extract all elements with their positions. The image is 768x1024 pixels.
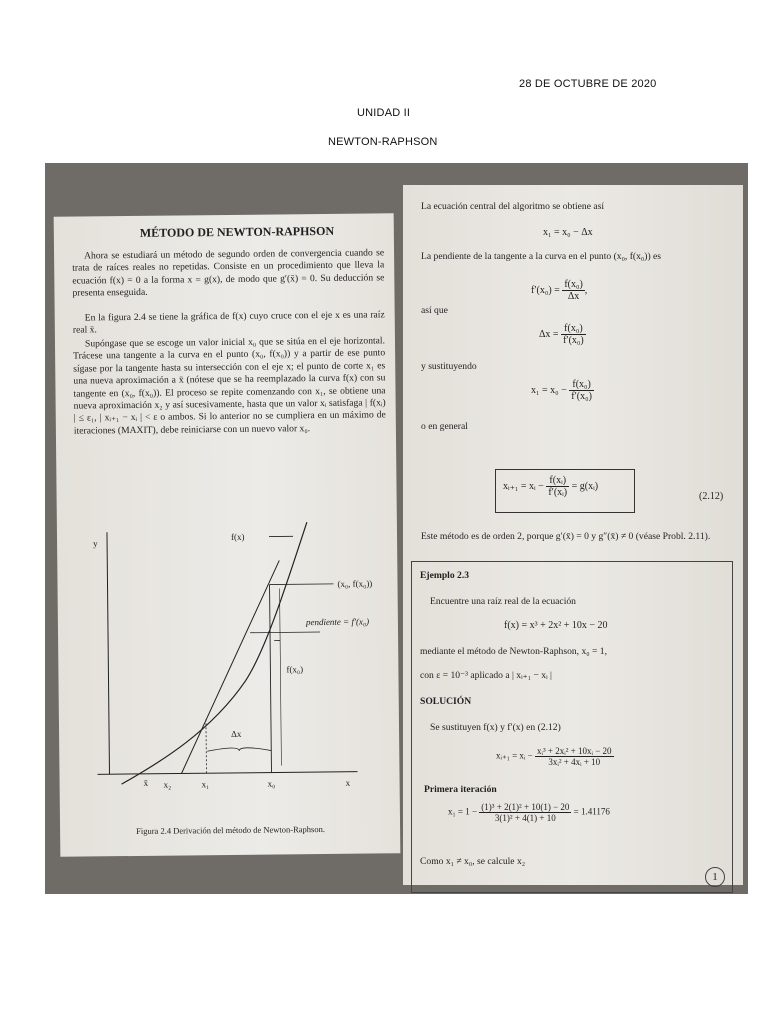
tick-x2: x₂ bbox=[163, 779, 172, 790]
page-number: 1 bbox=[712, 871, 718, 883]
iter-numerator: xᵢ³ + 2xᵢ² + 10xᵢ − 20 bbox=[536, 746, 612, 756]
sustituyendo-text: y sustituyendo bbox=[421, 361, 477, 372]
y-axis-label: y bbox=[93, 538, 98, 549]
page-number-circle bbox=[705, 867, 725, 887]
first-denominator: 3(1)² + 4(1) + 10 bbox=[494, 813, 556, 823]
slope-leader bbox=[250, 632, 320, 633]
equation-slope bbox=[531, 279, 587, 302]
tick-root: x̄ bbox=[143, 777, 149, 788]
slope-text: La pendiente de la tangente a la curva en el punto (x₀, f(x₀)) es bbox=[421, 251, 662, 262]
tick-x1: x₁ bbox=[201, 779, 210, 790]
method-heading: NEWTON-RAPHSON bbox=[328, 136, 438, 148]
slope-label: pendiente = f′(x₀) bbox=[305, 616, 370, 628]
example-equation: f(x) = x³ + 2x² + 10x − 20 bbox=[504, 620, 608, 631]
eq2-left: f′(x₀) = bbox=[531, 284, 560, 296]
equation-delta bbox=[539, 323, 586, 346]
iteration-formula bbox=[496, 746, 614, 767]
solution-title: SOLUCIÓN bbox=[420, 696, 472, 707]
eq5-right: = g(xᵢ) bbox=[571, 480, 599, 492]
eq2-numerator: f(x₀) bbox=[564, 279, 583, 290]
example-method-line: mediante el método de Newton-Raphson, x₀ = 1, bbox=[420, 646, 607, 657]
y-axis bbox=[107, 532, 110, 774]
eq2-denominator: Δx bbox=[567, 291, 580, 302]
scanned-photo bbox=[45, 163, 748, 894]
figure-caption: Figura 2.4 Derivación del método de Newton-Raphson. bbox=[136, 823, 325, 836]
eq3-denominator: f′(x₀) bbox=[563, 335, 584, 346]
equation-x1: x₁ = x₀ − Δx bbox=[543, 227, 593, 238]
equation-substituted bbox=[531, 379, 594, 402]
paragraph-figure-ref: En la figura 2.4 se tiene la gráfica de f(x) cuyo cruce con el eje x es una raíz real x̄. bbox=[72, 309, 385, 337]
section-title: MÉTODO DE NEWTON-RAPHSON bbox=[139, 223, 335, 240]
unit-heading: UNIDAD II bbox=[357, 107, 411, 119]
paragraph-procedure: Supóngase que se escoge un valor inicial x₀ que se sitúa en el eje horizontal. Trácese una tangente a la curva en el punto (x₀, f(x₀)) y a partir de ese punto sígase por la tangente hasta su intersección con el eje x; el punto de corte x₁ es una nueva aproximación a x̄ (nótese que se ha reemplazado la curva f(x) con su tangente en (x₀, f(x₀)). El proceso se repite comenzando con x₁, se obtiene una nueva aproximación x₂ y así sucesivamente, hasta que un valor xᵢ satisfaga | f(xᵢ) | ≤ ε₁, | xᵢ₊₁ − xᵢ | < ε o ambos. Si lo anterior no se cumpliera en un máximo de iteraciones (MAXIT), debe reiniciarse con un nuevo valor x₀. bbox=[73, 335, 386, 437]
equation-number: (2.12) bbox=[699, 491, 724, 502]
height-bracket-v bbox=[280, 588, 282, 765]
first-numerator: (1)³ + 2(1)² + 10(1) − 20 bbox=[481, 802, 570, 812]
x-axis bbox=[97, 772, 357, 775]
example-box bbox=[411, 561, 733, 893]
x0-vertical bbox=[270, 585, 272, 773]
eq2-tail: , bbox=[584, 284, 588, 296]
eq3-left: Δx = bbox=[539, 328, 559, 340]
delta-label: Δx bbox=[231, 728, 242, 739]
eq5-numerator: f(xᵢ) bbox=[546, 475, 569, 487]
tangent-line bbox=[179, 560, 281, 773]
first-iteration-title: Primera iteración bbox=[424, 784, 497, 795]
central-equation-intro: La ecuación central del algoritmo se obtiene así bbox=[421, 201, 605, 212]
iter-denominator: 3xᵢ² + 4xᵢ + 10 bbox=[548, 757, 601, 767]
eq4-denominator: f′(x₀) bbox=[571, 391, 592, 402]
point-label: (x₀, f(x₀)) bbox=[337, 578, 373, 589]
delta-brace bbox=[207, 748, 271, 752]
asi-que-text: así que bbox=[421, 305, 448, 316]
next-iteration-text: Como x₁ ≠ x₀, se calcule x₂ bbox=[420, 856, 526, 867]
curve-label: f(x) bbox=[230, 531, 245, 542]
left-book-page bbox=[54, 213, 401, 857]
point-leader bbox=[270, 584, 334, 585]
first-result: = 1.41176 bbox=[573, 806, 610, 817]
iter-left: xᵢ₊₁ = xᵢ − bbox=[496, 750, 533, 761]
tick-x0: x₀ bbox=[267, 778, 276, 789]
equation-newton-general bbox=[503, 475, 598, 498]
en-general-text: o en general bbox=[421, 421, 468, 432]
eq5-denominator: f′(xᵢ) bbox=[548, 487, 568, 498]
example-statement: Encuentre una raíz real de la ecuación bbox=[430, 596, 576, 607]
newton-raphson-figure bbox=[79, 509, 382, 842]
right-book-page bbox=[403, 185, 743, 885]
order-text: Este método es de orden 2, porque g′(x̄) = 0 y g″(x̄) ≠ 0 (véase Probl. 2.11). bbox=[421, 531, 711, 542]
eq3-numerator: f(x₀) bbox=[561, 323, 586, 335]
x-axis-label: x bbox=[345, 777, 351, 788]
eq4-left: x₁ = x₀ − bbox=[531, 384, 567, 396]
first-left: x₁ = 1 − bbox=[448, 806, 478, 817]
height-label: f(x₀) bbox=[286, 664, 304, 675]
example-title: Ejemplo 2.3 bbox=[420, 570, 470, 581]
example-tolerance-line: con ε = 10⁻³ aplicado a | xᵢ₊₁ − xᵢ | bbox=[420, 670, 552, 681]
eq4-numerator: f(x₀) bbox=[569, 379, 594, 391]
eq5-left: xᵢ₊₁ = xᵢ − bbox=[503, 480, 544, 492]
substitute-text: Se sustituyen f(x) y f′(x) en (2.12) bbox=[430, 722, 561, 733]
document-date: 28 DE OCTUBRE DE 2020 bbox=[519, 78, 657, 90]
first-iteration-formula bbox=[448, 802, 610, 823]
paragraph-intro: Ahora se estudiará un método de segundo orden de convergencia cuando se trata de raíces reales no repetidas. Consiste en un procedimiento que lleva la ecuación f(x) = 0 a la forma x = g(x), de modo que g′(x̄) = 0. Su deducción se presenta enseguida. bbox=[72, 247, 385, 299]
